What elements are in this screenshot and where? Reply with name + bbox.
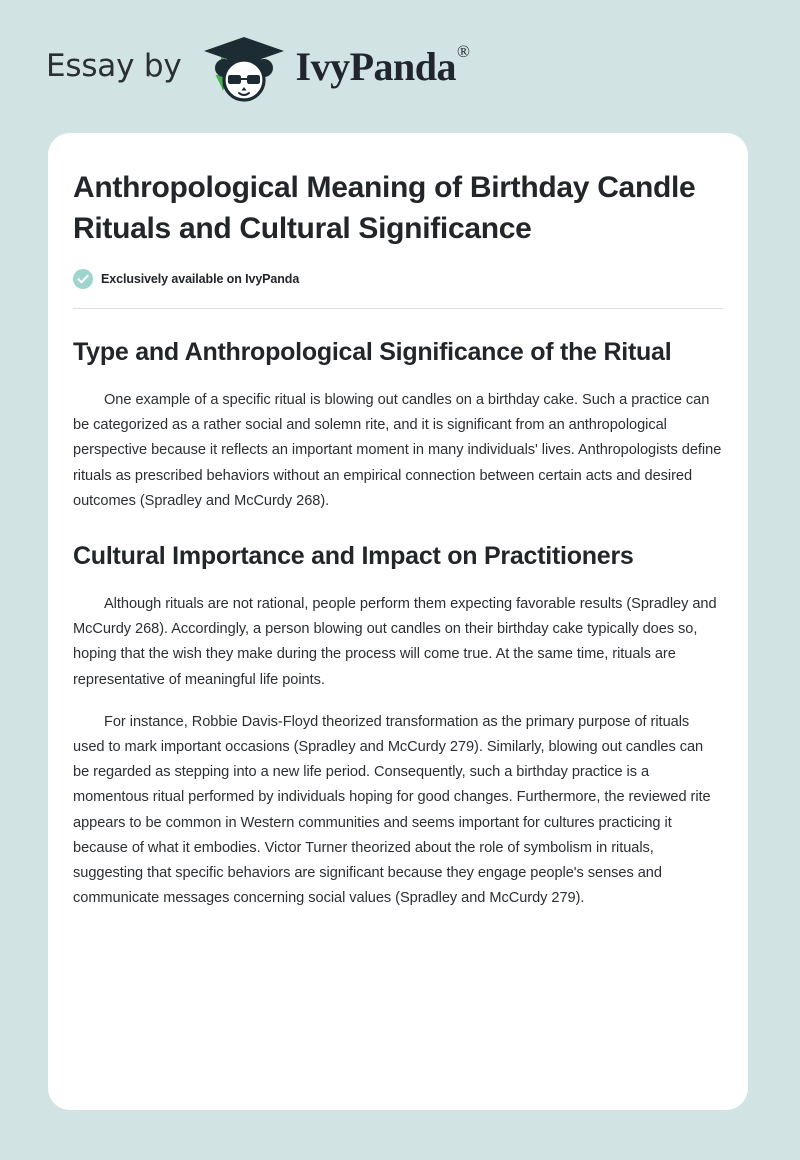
section-2-paragraph-2: For instance, Robbie Davis-Floyd theorized transformation as the primary purpose of rituals used to mark important occasions (Spradley and McCurdy 279). Similarly, blowing out candles can be regarded as stepping into a new life period. Consequently, such a birthday practice is a momentous ritual performed by individuals hoping for good changes. Furthermore, the reviewed rite appears to be common in Western communities and seems important for cultures practicing it because of what it embodies. Victor Turner theorized about the role of symbolism in rituals, suggesting that specific behaviors are significant because they engage people's senses and communicate messages concerning social values (Spradley and McCurdy 279). (73, 713, 711, 907)
section-heading-1: Type and Anthropological Significance of the Ritual (73, 338, 672, 366)
ivypanda-logo[interactable] (196, 32, 469, 102)
ivypanda-panda-graduate-logo-icon (196, 32, 292, 102)
brand-name-text: IvyPanda (295, 43, 457, 89)
brand-wordmark (295, 42, 470, 89)
registered-trademark-icon: ® (457, 42, 470, 62)
section-heading-2: Cultural Importance and Impact on Practitioners (73, 542, 634, 571)
essay-by-label: Essay by (46, 48, 182, 84)
essay-card (48, 133, 748, 1110)
page-title: Anthropological Meaning of Birthday Candle Rituals and Cultural Significance (73, 171, 696, 245)
exclusivity-badge-label: Exclusively available on IvyPanda (101, 272, 300, 286)
section-2-paragraph-1: Although rituals are not rational, people perform them expecting favorable results (Spradley and McCurdy 268). Accordingly, a person blowing out candles on their birthday cake typically does so, hoping that the wish they make during the process will come true. At the same time, rituals are representative of meaningful life points. (73, 596, 717, 688)
check-circle-icon (73, 269, 93, 289)
exclusivity-badge (73, 269, 723, 289)
brand-header (0, 0, 800, 133)
section-1-paragraph-1: One example of a specific ritual is blowing out candles on a birthday cake. Such a practice can be categorized as a rather social and solemn rite, and it is significant from an anthropological perspective because it reflects an important moment in many individuals' lives. Anthropologists define rituals as prescribed behaviors without an empirical connection between certain acts and desired outcomes (Spradley and McCurdy 268). (73, 392, 722, 509)
